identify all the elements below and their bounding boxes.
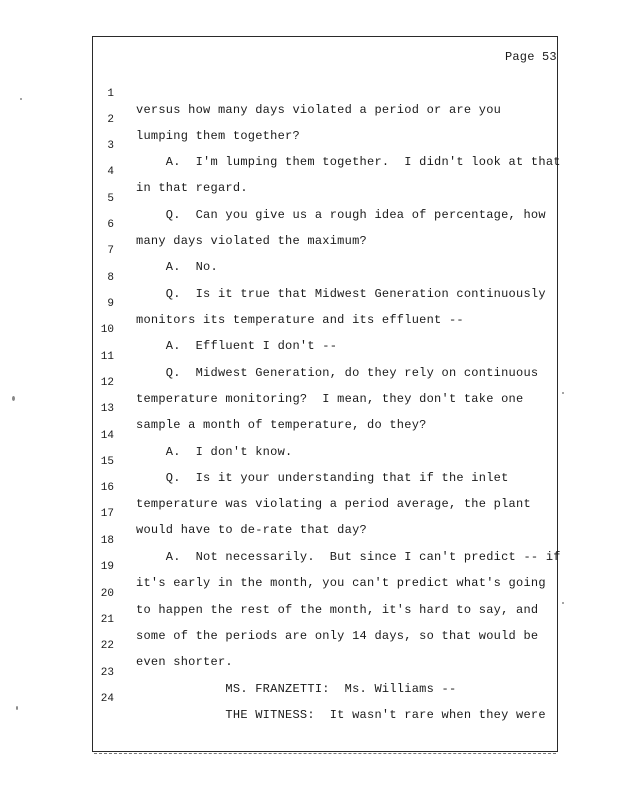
line-text: it's early in the month, you can't predict what's going — [136, 576, 546, 590]
line-text: sample a month of temperature, do they? — [136, 418, 427, 432]
transcript-line — [0, 385, 618, 432]
line-number: 10 — [100, 324, 114, 336]
transcript-line — [0, 70, 618, 117]
line-text: to happen the rest of the month, it's hard to say, and — [136, 603, 539, 617]
line-number: 15 — [100, 456, 114, 468]
line-text: THE WITNESS: It wasn't rare when they were — [136, 708, 546, 722]
transcript-line — [0, 175, 618, 222]
line-number: 21 — [100, 614, 114, 626]
line-number: 14 — [100, 430, 114, 442]
line-number: 16 — [100, 482, 114, 494]
transcript-line — [0, 96, 618, 143]
line-text: temperature was violating a period average, the plant — [136, 497, 531, 511]
line-number: 17 — [100, 508, 114, 520]
line-number: 3 — [107, 140, 114, 152]
line-text: Q. Is it true that Midwest Generation continuously — [136, 287, 546, 301]
line-text: even shorter. — [136, 655, 233, 669]
line-text: lumping them together? — [136, 129, 300, 143]
line-text: Q. Is it your understanding that if the inlet — [136, 471, 509, 485]
scan-speck — [562, 392, 564, 394]
line-number: 9 — [107, 298, 114, 310]
line-text: Q. Can you give us a rough idea of percentage, how — [136, 208, 546, 222]
line-text: versus how many days violated a period or are you — [136, 103, 502, 117]
line-number: 20 — [100, 588, 114, 600]
line-text: many days violated the maximum? — [136, 234, 367, 248]
line-number: 11 — [100, 351, 114, 363]
transcript-line — [0, 675, 618, 722]
line-text: MS. FRANZETTI: Ms. Williams -- — [136, 682, 457, 696]
transcript-line — [0, 306, 618, 353]
line-number: 8 — [107, 272, 114, 284]
line-number: 12 — [100, 377, 114, 389]
transcript-line — [0, 464, 618, 511]
line-text: would have to de-rate that day? — [136, 523, 367, 537]
page-number: Page 53 — [505, 50, 557, 64]
scan-speck — [20, 98, 22, 100]
transcript-line — [0, 280, 618, 327]
line-text: Q. Midwest Generation, do they rely on continuous — [136, 366, 539, 380]
line-number: 5 — [107, 193, 114, 205]
line-number: 18 — [100, 535, 114, 547]
line-text: temperature monitoring? I mean, they don't take one — [136, 392, 524, 406]
transcript-line — [0, 490, 618, 537]
transcript-line — [0, 543, 618, 590]
line-text: A. I don't know. — [136, 445, 293, 459]
line-number: 23 — [100, 667, 114, 679]
line-number: 6 — [107, 219, 114, 231]
transcript-line — [0, 622, 618, 669]
line-text: some of the periods are only 14 days, so that would be — [136, 629, 539, 643]
line-text: monitors its temperature and its effluent -- — [136, 313, 464, 327]
line-number: 22 — [100, 640, 114, 652]
line-text: in that regard. — [136, 181, 248, 195]
transcript-line — [0, 122, 618, 169]
scan-speck — [16, 706, 18, 710]
line-number: 1 — [107, 88, 114, 100]
transcript-line — [0, 201, 618, 248]
transcript-line — [0, 438, 618, 485]
line-number: 24 — [100, 693, 114, 705]
transcript-line — [0, 649, 618, 696]
scan-speck — [562, 602, 564, 604]
transcript-line — [0, 412, 618, 459]
line-text: A. I'm lumping them together. I didn't look at that — [136, 155, 561, 169]
line-text: A. Not necessarily. But since I can't predict -- if — [136, 550, 561, 564]
transcript-line — [0, 517, 618, 564]
scan-speck — [12, 396, 15, 401]
line-number: 2 — [107, 114, 114, 126]
transcript-line — [0, 227, 618, 274]
transcript-line — [0, 570, 618, 617]
line-text: A. No. — [136, 260, 218, 274]
line-number: 13 — [100, 403, 114, 415]
transcript-line — [0, 333, 618, 380]
bottom-scan-rule — [94, 753, 556, 754]
line-text: A. Effluent I don't -- — [136, 339, 338, 353]
transcript-line — [0, 359, 618, 406]
line-number: 19 — [100, 561, 114, 573]
transcript-line — [0, 148, 618, 195]
line-number: 4 — [107, 166, 114, 178]
transcript-line — [0, 254, 618, 301]
transcript-line — [0, 596, 618, 643]
line-number: 7 — [107, 245, 114, 257]
